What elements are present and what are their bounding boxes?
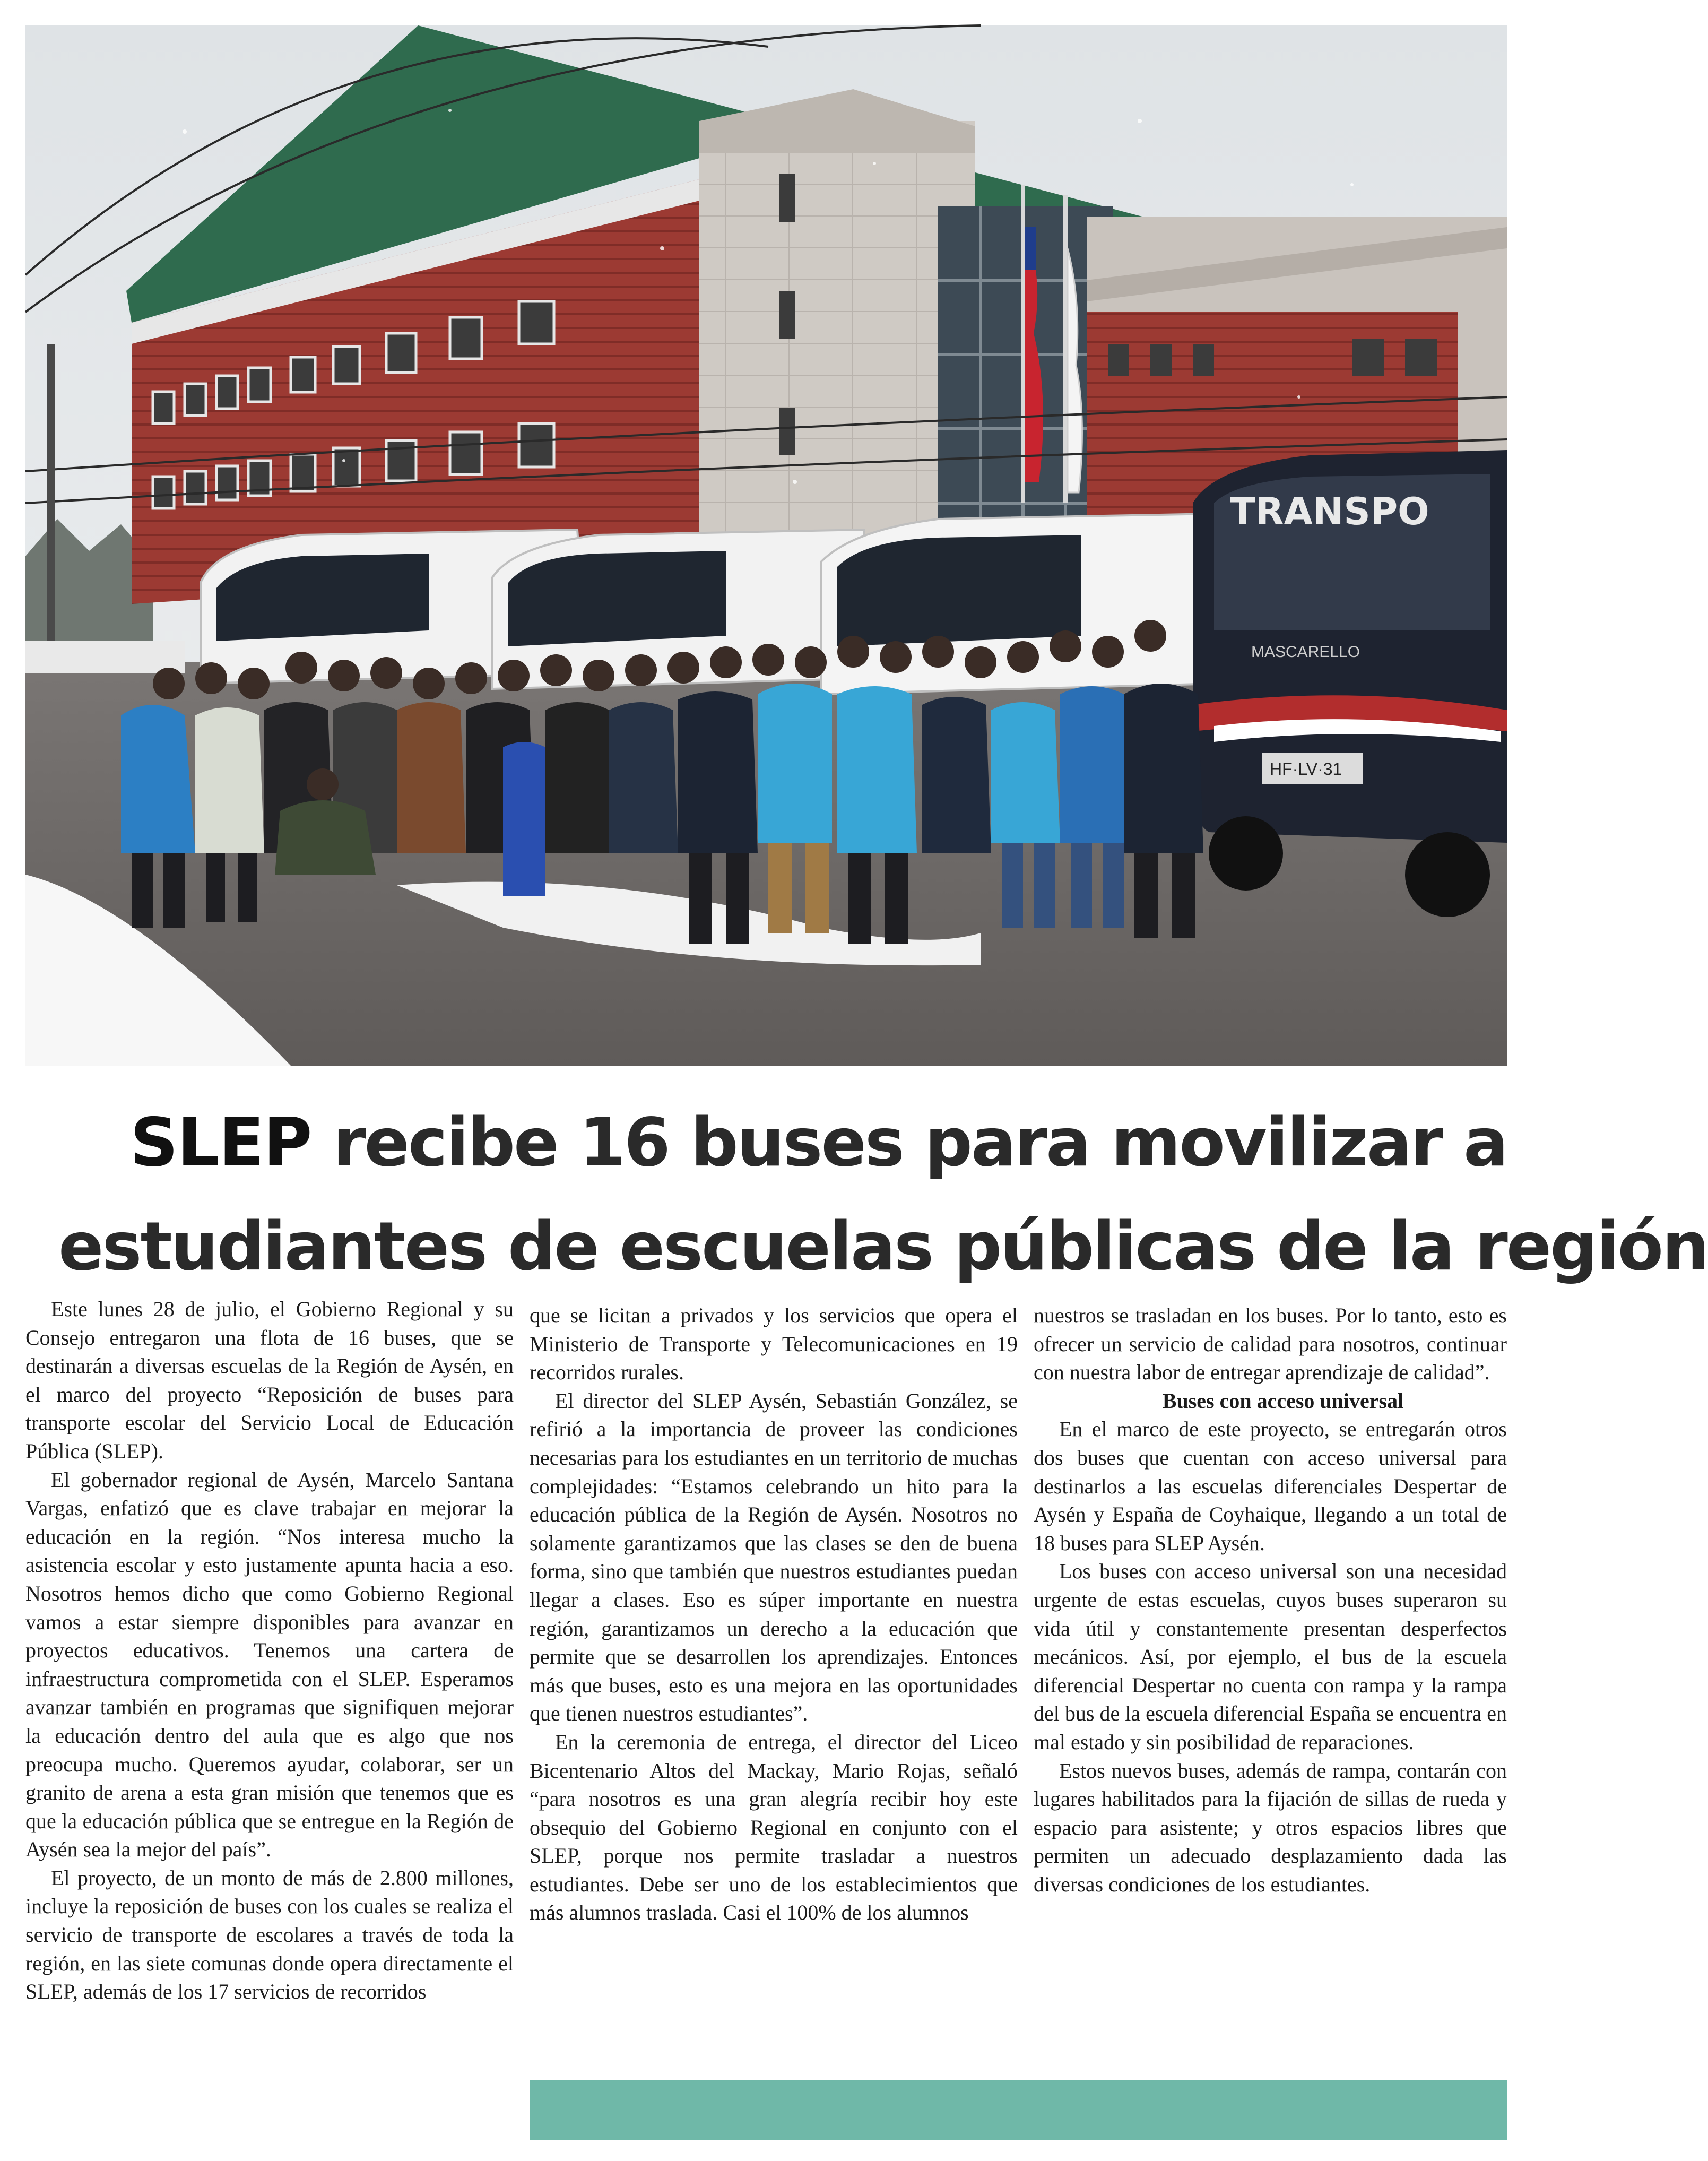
paragraph: En el marco de este proyecto, se entregarán otros dos buses que cuentan con acceso universal para destinarlos a las escuelas diferenciales Despertar de Aysén y España de Coyhaique, llegando a un total de 18 buses para SLEP Aysén.	[1034, 1417, 1507, 1555]
svg-text:HF·LV·31: HF·LV·31	[1270, 759, 1342, 779]
headline-acronym: SLEP	[130, 1103, 311, 1181]
paragraph: Estos nuevos buses, además de rampa, contarán con lugares habilitados para la fijación de sillas de rueda y espacio para asistente; y otros espacios libres que permiten un adecuado desplazamiento dada las diversas condiciones de los estudiantes.	[1034, 1758, 1507, 1896]
paragraph: El director del SLEP Aysén, Sebastián González, se refirió a la importancia de proveer las condiciones necesarias para los estudiantes en un territorio de muchas complejidades: “Estamos celebrando un hito para la educación pública de la Región de Aysén. Nosotros no solamente garantizamos que las clases se den de buena forma, sino que también que nuestros estudiantes puedan llegar a clases. Eso es súper importante en nuestra región, garantizamos un derecho a la educación que permite que se desarrollen los aprendizajes. Entonces más que buses, esto es una mejora en las oportunidades que tienen nuestros estudiantes”.	[530, 1388, 1018, 1726]
headline-line-1-rest: recibe 16 buses para movilizar a	[311, 1103, 1507, 1181]
article-column-3	[1034, 1301, 1507, 1898]
paragraph: nuestros se trasladan en los buses. Por lo tanto, esto es ofrecer un servicio de calidad para nosotros, continuar con nuestra labor de entregar aprendizaje de calidad”.	[1034, 1303, 1507, 1385]
section-subheading: Buses con acceso universal	[1162, 1388, 1404, 1413]
article-column-1	[25, 1295, 514, 2006]
headline-line-2: estudiantes de escuelas públicas de la región	[58, 1207, 1708, 1285]
paragraph: Los buses con acceso universal son una necesidad urgente de estas escuelas, cuyos buses superaron su vida útil y constantemente presentan desperfectos mecánicos. Así, por ejemplo, el bus de la escuela diferencial Despertar no cuenta con rampa y la rampa del bus de la escuela diferencial España se encuentra en mal estado y sin posibilidad de reparaciones.	[1034, 1559, 1507, 1754]
footer-accent-bar	[530, 2080, 1507, 2140]
paragraph: que se licitan a privados y los servicios que opera el Ministerio de Transporte y Telecomunicaciones en 19 recorridos rurales.	[530, 1303, 1018, 1385]
bus-destination-sign: TRANSPO	[1230, 490, 1429, 533]
paragraph: El proyecto, de un monto de más de 2.800 millones, incluye la reposición de buses con los cuales se realiza el servicio de transporte de escolares a través de toda la región, en las siete comunas donde opera directamente el SLEP, además de los 17 servicios de recorridos	[25, 1865, 514, 2004]
paragraph: En la ceremonia de entrega, el director del Liceo Bicentenario Altos del Mackay, Mario Rojas, señaló “para nosotros es una gran alegría recibir hoy este obsequio del Gobierno Regional en conjunto con el SLEP, porque nos permite trasladar a nuestros estudiantes. Debe ser uno de los establecimientos que más alumnos traslada. Casi el 100% de los alumnos	[530, 1730, 1018, 1925]
group-photo-with-buses-icon	[25, 25, 1507, 1066]
paragraph: Este lunes 28 de julio, el Gobierno Regional y su Consejo entregaron una flota de 16 buses, que se destinarán a diversas escuelas de la Región de Aysén, en el marco del proyecto “Reposición de buses para transporte escolar del Servicio Local de Educación Pública (SLEP).	[25, 1297, 514, 1463]
bus-brand-label: MASCARELLO	[1251, 643, 1360, 661]
headline-line-1	[58, 1091, 1507, 1195]
article-headline	[58, 1091, 1708, 1299]
article-photo	[25, 25, 1507, 1066]
article-column-2	[530, 1301, 1018, 1927]
paragraph: El gobernador regional de Aysén, Marcelo Santana Vargas, enfatizó que es clave trabajar en mejorar la educación en la región. “Nos interesa mucho la asistencia escolar y esto justamente apunta hacia a eso. Nosotros hemos dicho que como Gobierno Regional vamos a estar siempre disponibles para avanzar en proyectos educativos. Tenemos una cartera de infraestructura comprometida con el SLEP. Esperamos avanzar también en programas que signifiquen mejorar la educación dentro del aula que es algo que nos preocupa mucho. Queremos ayudar, colaborar, ser un granito de arena a esta gran misión que tenemos que es que la educación pública que se entregue en la Región de Aysén sea la mejor del país”.	[25, 1467, 514, 1862]
